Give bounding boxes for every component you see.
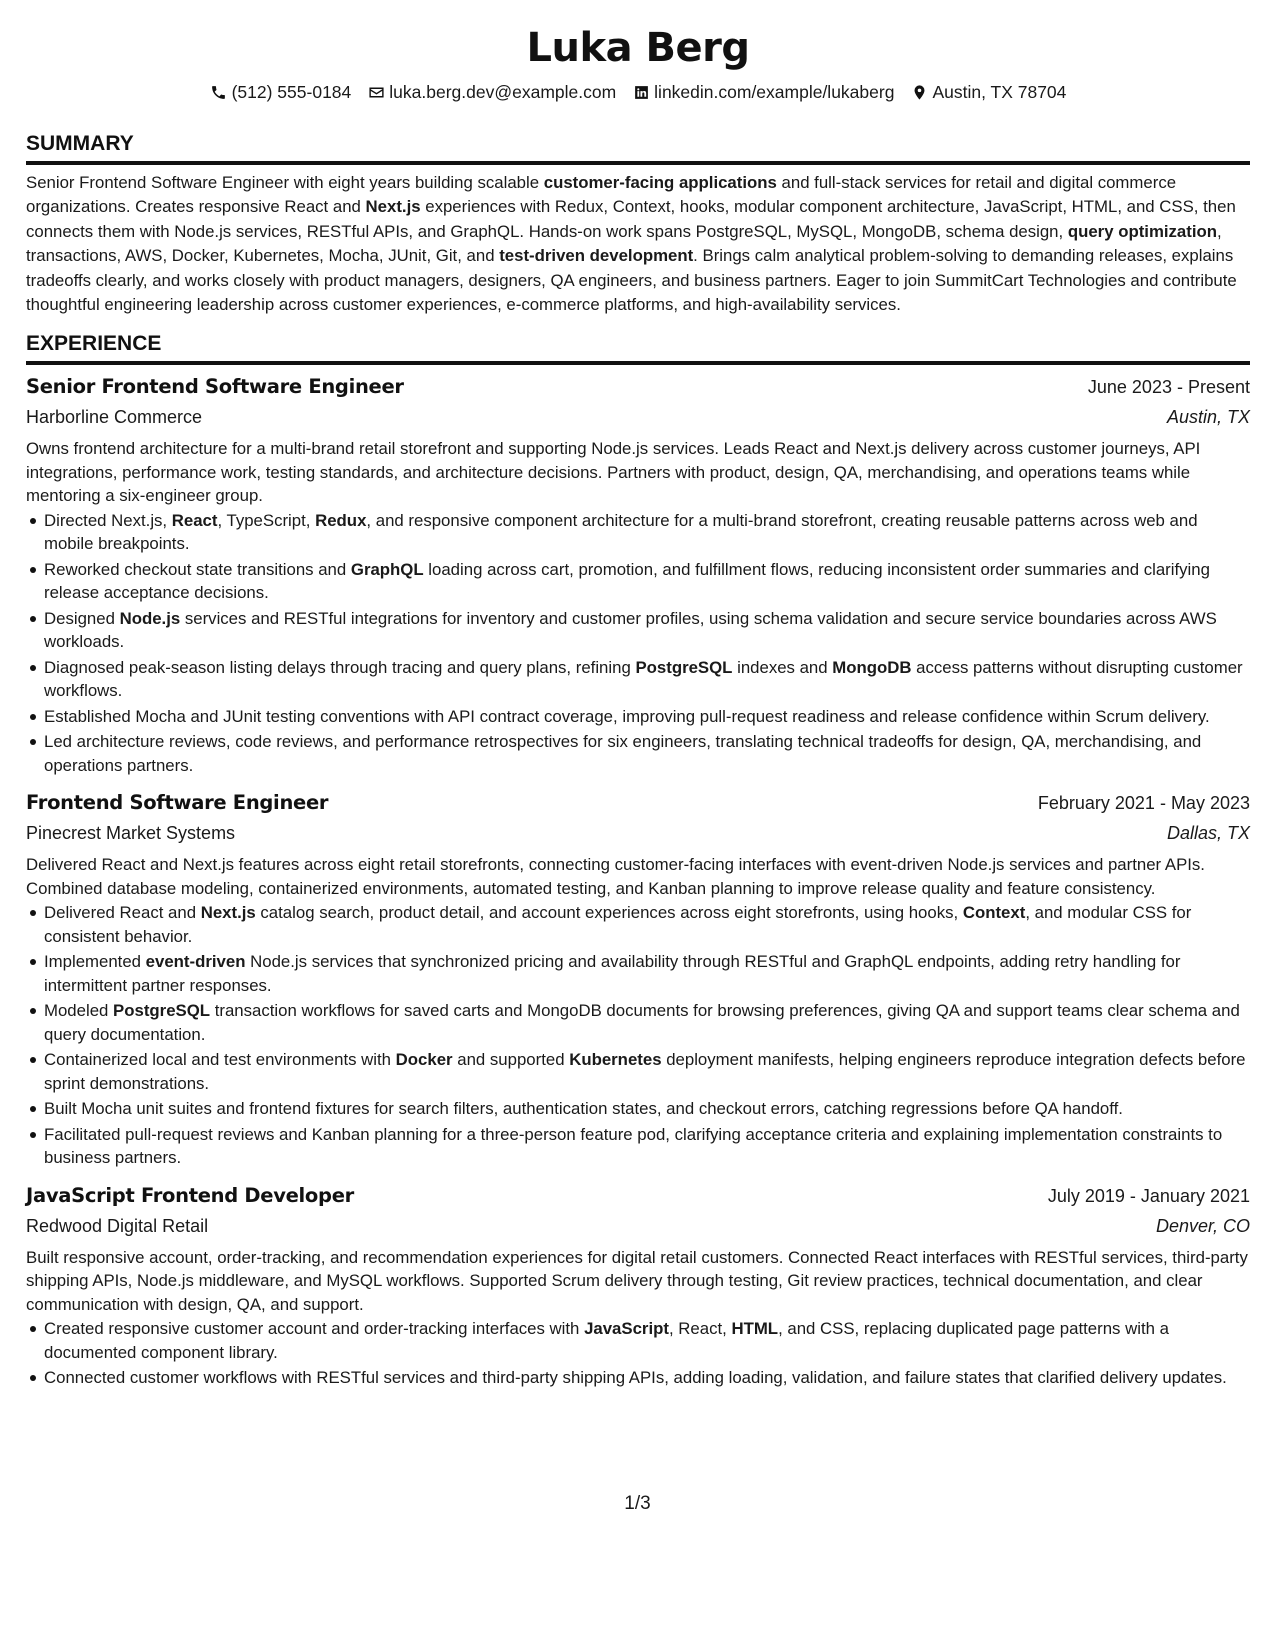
candidate-name: Luka Berg [526, 25, 750, 71]
bold-keyword: GraphQL [350, 559, 424, 579]
summary-paragraph [26, 171, 1250, 317]
job-description: Owns frontend architecture for a multi-brand retail storefront and supporting Node.js services. Leads React and Next.js delivery across customer journeys, API integrations, performance work, testing standards, and architecture decisions. Partners with product, design, QA, merchandising, and operations teams while mentoring a six-engineer group. [26, 439, 1201, 506]
text-run: Led architecture reviews, code reviews, and performance retrospectives for six engineers, translating technical tradeoffs for design, QA, merchandising, and operations partners. [44, 732, 1202, 775]
text-run: . Brings calm analytical problem-solving to demanding releases, explains tradeoffs clearly, and works closely with product managers, designers, QA engineers, and business partners. Eager to join SummitCart Technologies and contribute thoughtful engineering leadership across customer experiences, e-commerce platforms, and high-availability services. [26, 246, 1237, 315]
job-bullet [26, 1317, 1250, 1364]
bold-keyword: Context [962, 903, 1026, 923]
resume-header [26, 22, 1250, 104]
text-run: catalog search, product detail, and account experiences across eight storefronts, using hooks, [255, 903, 963, 923]
text-run: Created responsive customer account and order-tracking interfaces with [44, 1319, 585, 1339]
job-bullet [26, 999, 1250, 1046]
job-location: Dallas, TX [1166, 823, 1250, 844]
job-header [26, 789, 1250, 817]
job-description: Built responsive account, order-tracking, and recommendation experiences for digital retail customers. Connected React interfaces with RESTful services, third-party shipping APIs, Node.js middleware, and MySQL workflows. Supported Scrum delivery through testing, Git review practices, technical documentation, and clear communication with design, QA, and support. [26, 1247, 1248, 1314]
contact-phone [210, 80, 352, 104]
job-header [26, 373, 1250, 401]
text-run: Containerized local and test environments with [44, 1050, 396, 1070]
text-run: Connected customer workflows with RESTful services and third-party shipping APIs, adding loading, validation, and failure states that clarified delivery updates. [44, 1368, 1227, 1388]
bold-keyword: MongoDB [832, 657, 912, 677]
job-bullet [26, 509, 1250, 556]
bold-keyword: Redux [315, 510, 367, 530]
text-run: Reworked checkout state transitions and [44, 559, 351, 579]
bold-keyword: test-driven development [499, 246, 694, 266]
text-run: , TypeScript, [217, 510, 316, 530]
job-dates: February 2021 - May 2023 [1037, 793, 1250, 814]
text-run: indexes and [732, 657, 833, 677]
text-run: Senior Frontend Software Engineer with eight years building scalable [26, 173, 544, 192]
job-bullet [26, 730, 1250, 777]
job-list [26, 373, 1250, 1390]
page-number: 1/3 [624, 1493, 651, 1514]
job-dates: June 2023 - Present [1087, 377, 1250, 398]
job-subheader [26, 819, 1250, 847]
text-run: , transactions, AWS, Docker, Kubernetes, Mocha, JUnit, Git, and [26, 221, 1222, 266]
text-run: transaction workflows for saved carts and MongoDB documents for browsing preferences, giving QA and support teams clear schema and query documentation. [44, 1001, 1240, 1044]
job-dates: July 2019 - January 2021 [1047, 1185, 1250, 1206]
job-description: Delivered React and Next.js features across eight retail storefronts, connecting customer-facing interfaces with event-driven Node.js services and partner APIs. Combined database modeling, containerized environments, automated testing, and Kanban planning to improve release quality and feature consistency. [26, 855, 1205, 898]
text-run: , and modular CSS for consistent behavior. [44, 903, 1192, 946]
job-bullet [26, 656, 1250, 703]
job-bullet [26, 558, 1250, 605]
contact-info [26, 80, 1250, 104]
bold-keyword: React [171, 510, 218, 530]
text-run: deployment manifests, helping engineers reproduce integration defects before sprint demonstrations. [44, 1050, 1246, 1093]
bold-keyword: customer-facing applications [543, 173, 777, 192]
text-run: Built Mocha unit suites and frontend fixtures for search filters, authentication states, and checkout errors, catching regressions before QA handoff. [44, 1099, 1123, 1119]
job-company: Pinecrest Market Systems [26, 823, 236, 844]
bold-keyword: Next.js [365, 197, 421, 217]
summary-section [26, 131, 1250, 317]
text-run: Established Mocha and JUnit testing conventions with API contract coverage, improving pull-request readiness and release confidence within Scrum delivery. [44, 706, 1210, 726]
experience-heading: EXPERIENCE [26, 331, 1250, 365]
map-pin-icon [910, 83, 928, 101]
job-subheader [26, 403, 1250, 431]
job-bullet-list [26, 901, 1250, 1170]
bold-keyword: event-driven [145, 952, 246, 972]
text-run: Diagnosed peak-season listing delays through tracing and query plans, refining [44, 657, 636, 677]
phone-icon [210, 83, 228, 101]
job-title: Senior Frontend Software Engineer [26, 375, 404, 399]
job-company: Redwood Digital Retail [26, 1215, 209, 1236]
text-run: and full-stack services for retail and digital commerce organizations. Creates responsive React and [26, 173, 1177, 217]
job-entry [26, 789, 1250, 1170]
job-location: Austin, TX [1166, 407, 1250, 428]
text-run: , and CSS, replacing duplicated page patterns with a documented component library. [44, 1319, 1169, 1362]
linkedin-text: linkedin.com/example/lukaberg [654, 82, 895, 102]
job-bullet [26, 950, 1250, 997]
bold-keyword: JavaScript [584, 1319, 669, 1339]
location-text: Austin, TX 78704 [932, 82, 1067, 102]
envelope-icon [367, 83, 385, 101]
text-run: loading across cart, promotion, and fulfillment flows, reducing inconsistent order summaries and clarifying release acceptance decisions. [44, 559, 1210, 603]
text-run: Node.js services that synchronized pricing and availability through RESTful and GraphQL endpoints, adding retry handling for intermittent partner responses. [44, 952, 1181, 995]
email-text: luka.berg.dev@example.com [389, 82, 617, 102]
summary-heading: SUMMARY [26, 131, 1250, 165]
bold-keyword: Docker [395, 1050, 453, 1070]
job-bullet-list [26, 509, 1250, 778]
bold-keyword: Node.js [119, 608, 181, 628]
job-bullet [26, 705, 1250, 729]
text-run: Facilitated pull-request reviews and Kanban planning for a three-person feature pod, clarifying acceptance criteria and explaining implementation constraints to business partners. [44, 1124, 1223, 1168]
job-entry [26, 373, 1250, 777]
bold-keyword: HTML [731, 1319, 779, 1339]
text-run: and supported [452, 1050, 570, 1070]
job-title: Frontend Software Engineer [26, 791, 329, 815]
text-run: Implemented [44, 952, 146, 972]
job-subheader [26, 1212, 1250, 1240]
job-bullet [26, 1097, 1250, 1121]
text-run: access patterns without disrupting customer workflows. [44, 657, 1243, 701]
text-run: experiences with Redux, Context, hooks, modular component architecture, JavaScript, HTML, and CSS, then connects them with Node.js services, RESTful APIs, and GraphQL. Hands-on work spans PostgreSQL, MySQL, MongoDB, schema design, [26, 197, 1236, 241]
linkedin-icon [632, 83, 650, 101]
phone-text: (512) 555-0184 [231, 82, 352, 102]
text-run: Designed [44, 608, 120, 628]
text-run: Directed Next.js, [44, 510, 172, 530]
bold-keyword: Next.js [200, 903, 256, 923]
bold-keyword: PostgreSQL [635, 657, 733, 677]
job-bullet-list [26, 1317, 1250, 1390]
contact-linkedin[interactable] [632, 80, 894, 104]
text-run: , and responsive component architecture for a multi-brand storefront, creating reusable patterns across web and mobile breakpoints. [44, 510, 1198, 554]
text-run: Modeled [44, 1001, 114, 1021]
job-company: Harborline Commerce [26, 407, 203, 428]
resume-page [26, 22, 1250, 1392]
job-bullet [26, 607, 1250, 654]
job-bullet [26, 1366, 1250, 1390]
bold-keyword: PostgreSQL [113, 1001, 211, 1021]
job-bullet [26, 1048, 1250, 1095]
job-bullet [26, 1123, 1250, 1170]
job-title: JavaScript Frontend Developer [26, 1183, 354, 1207]
bold-keyword: Kubernetes [569, 1050, 662, 1070]
contact-email[interactable] [367, 80, 616, 104]
text-run: services and RESTful integrations for inventory and customer profiles, using schema validation and secure service boundaries across AWS workloads. [44, 608, 1217, 652]
job-header [26, 1182, 1250, 1210]
bold-keyword: query optimization [1067, 221, 1218, 241]
job-entry [26, 1182, 1250, 1390]
job-bullet [26, 901, 1250, 948]
text-run: Delivered React and [44, 903, 201, 923]
experience-section [26, 331, 1250, 1390]
job-location: Denver, CO [1155, 1215, 1250, 1236]
text-run: , React, [668, 1319, 732, 1339]
contact-location [910, 80, 1066, 104]
